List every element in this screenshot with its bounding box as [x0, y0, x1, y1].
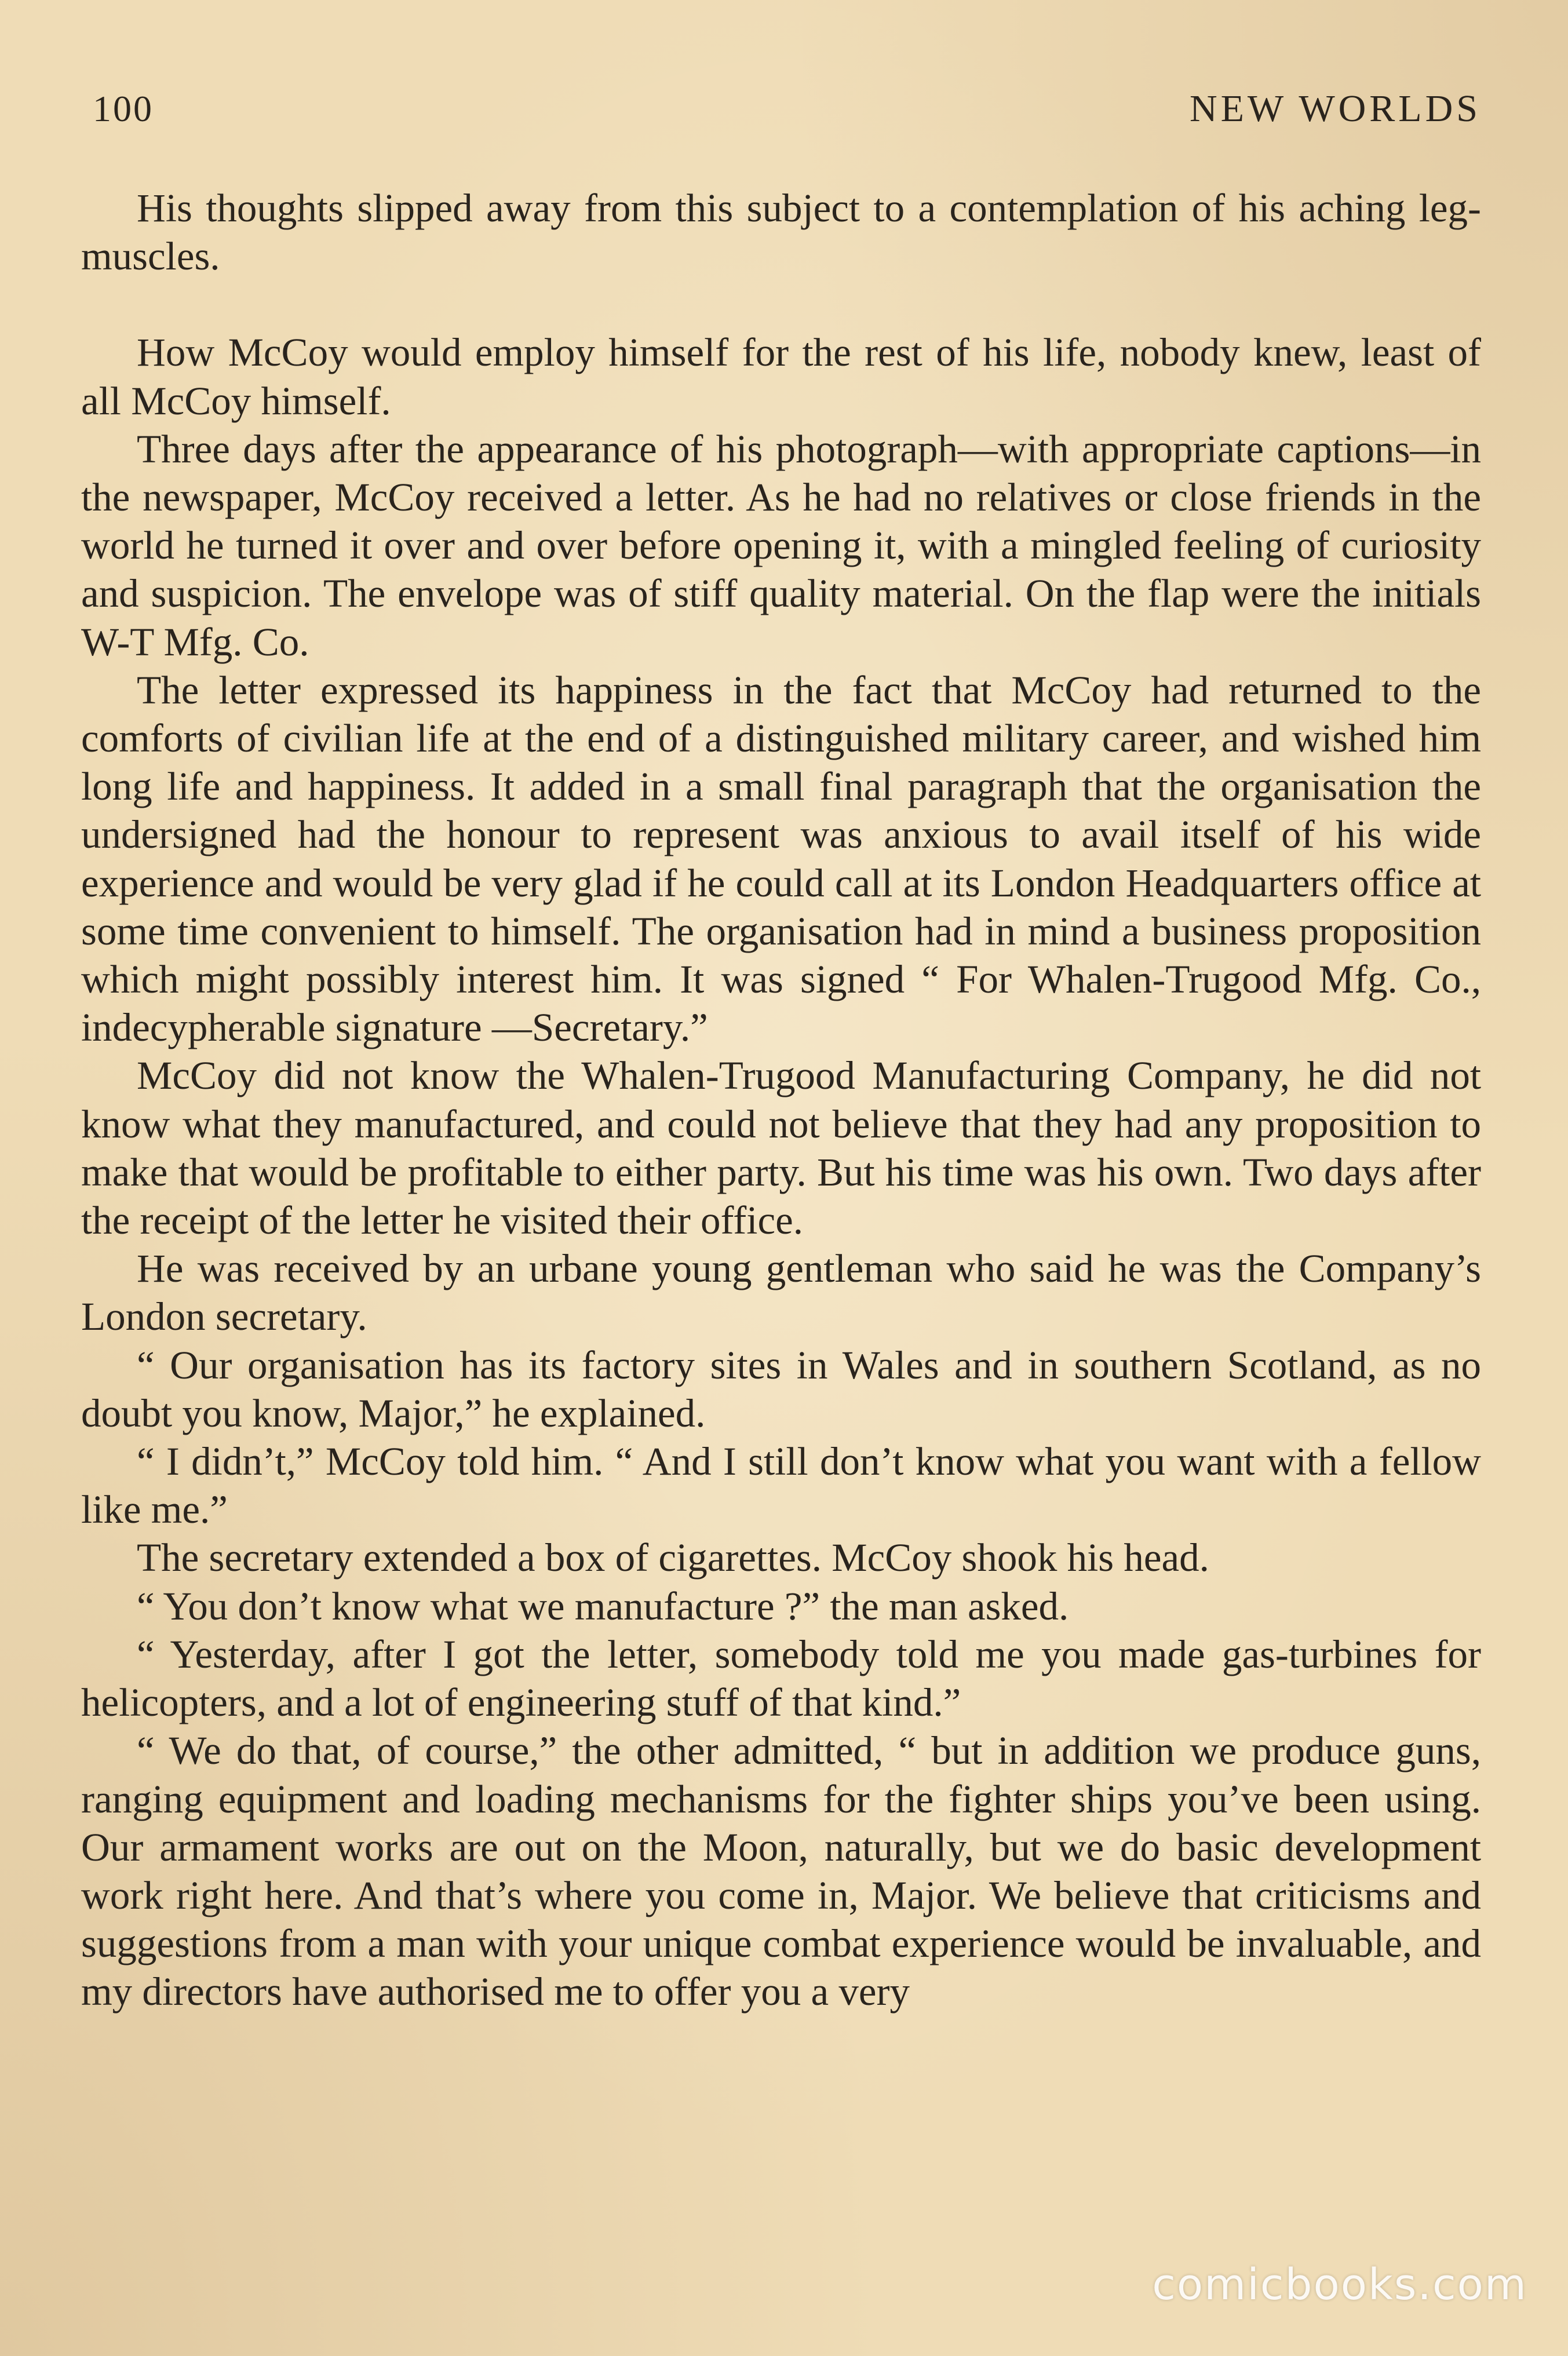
paragraph-7: “ Our organisation has its factory sites in Wales and in southern Scotland, as no doubt you know, Major,” he explained.: [81, 1343, 1481, 1435]
paragraph-5: McCoy did not know the Whalen-Trugood Manufacturing Company, he did not know what they manufactured, and could not believe that they had any proposition to make that would be profitable to either party. But his time was his own. Two days after the receipt of the letter he visited their office.: [81, 1053, 1481, 1243]
page-number: 100: [93, 88, 154, 129]
paragraph-11: “ Yesterday, after I got the letter, somebody told me you made gas-turbines for helicopters, and a lot of engineering stuff of that kind.”: [81, 1632, 1481, 1725]
paragraph-6: He was received by an urbane young gentleman who said he was the Company’s London secretary.: [81, 1246, 1481, 1339]
watermark: comicbooks.com: [1152, 2260, 1527, 2310]
running-title: NEW WORLDS: [1189, 87, 1481, 130]
paragraph-9: The secretary extended a box of cigarettes. McCoy shook his head.: [137, 1536, 1209, 1580]
paragraph-8: “ I didn’t,” McCoy told him. “ And I still don’t know what you want with a fellow like me.”: [81, 1439, 1481, 1532]
paragraph-1: His thoughts slipped away from this subject to a contemplation of his aching leg-muscles.: [81, 186, 1481, 279]
paragraph-3: Three days after the appearance of his photograph—with appropriate captions—in the newspaper, McCoy received a letter. As he had no relatives or close friends in the world he turned it over and over before opening it, with a mingled feeling of curiosity and suspicion. The envelope was of stiff quality material. On the flap were the initials W-T Mfg. Co.: [81, 426, 1481, 664]
page-header: [93, 87, 1481, 139]
paragraph-2: How McCoy would employ himself for the rest of his life, nobody knew, least of all McCoy himself.: [81, 330, 1481, 423]
paragraph-10: “ You don’t know what we manufacture ?” the man asked.: [137, 1584, 1069, 1628]
paragraph-12: “ We do that, of course,” the other admitted, “ but in addition we produce guns, ranging equipment and loading mechanisms for the fighter ships you’ve been using. Our armament works are out on the Moon, naturally, but we do basic development work right here. And that’s where you come in, Major. We believe that criticisms and suggestions from a man with your unique combat experience would be invaluable, and my directors have authorised me to offer you a very: [81, 1728, 1481, 2014]
paragraph-4: The letter expressed its happiness in the fact that McCoy had returned to the comforts of civilian life at the end of a distinguished military career, and wished him long life and happiness. It added in a small final paragraph that the organisation the undersigned had the honour to represent was anxious to avail itself of his wide experience and would be very glad if he could call at its London Headquarters office at some time convenient to himself. The organisation had in mind a business proposition which might possibly interest him. It was signed “ For Whalen-Trugood Mfg. Co., indecypherable signature —Secretary.”: [81, 668, 1481, 1050]
body-text: [81, 184, 1481, 2016]
